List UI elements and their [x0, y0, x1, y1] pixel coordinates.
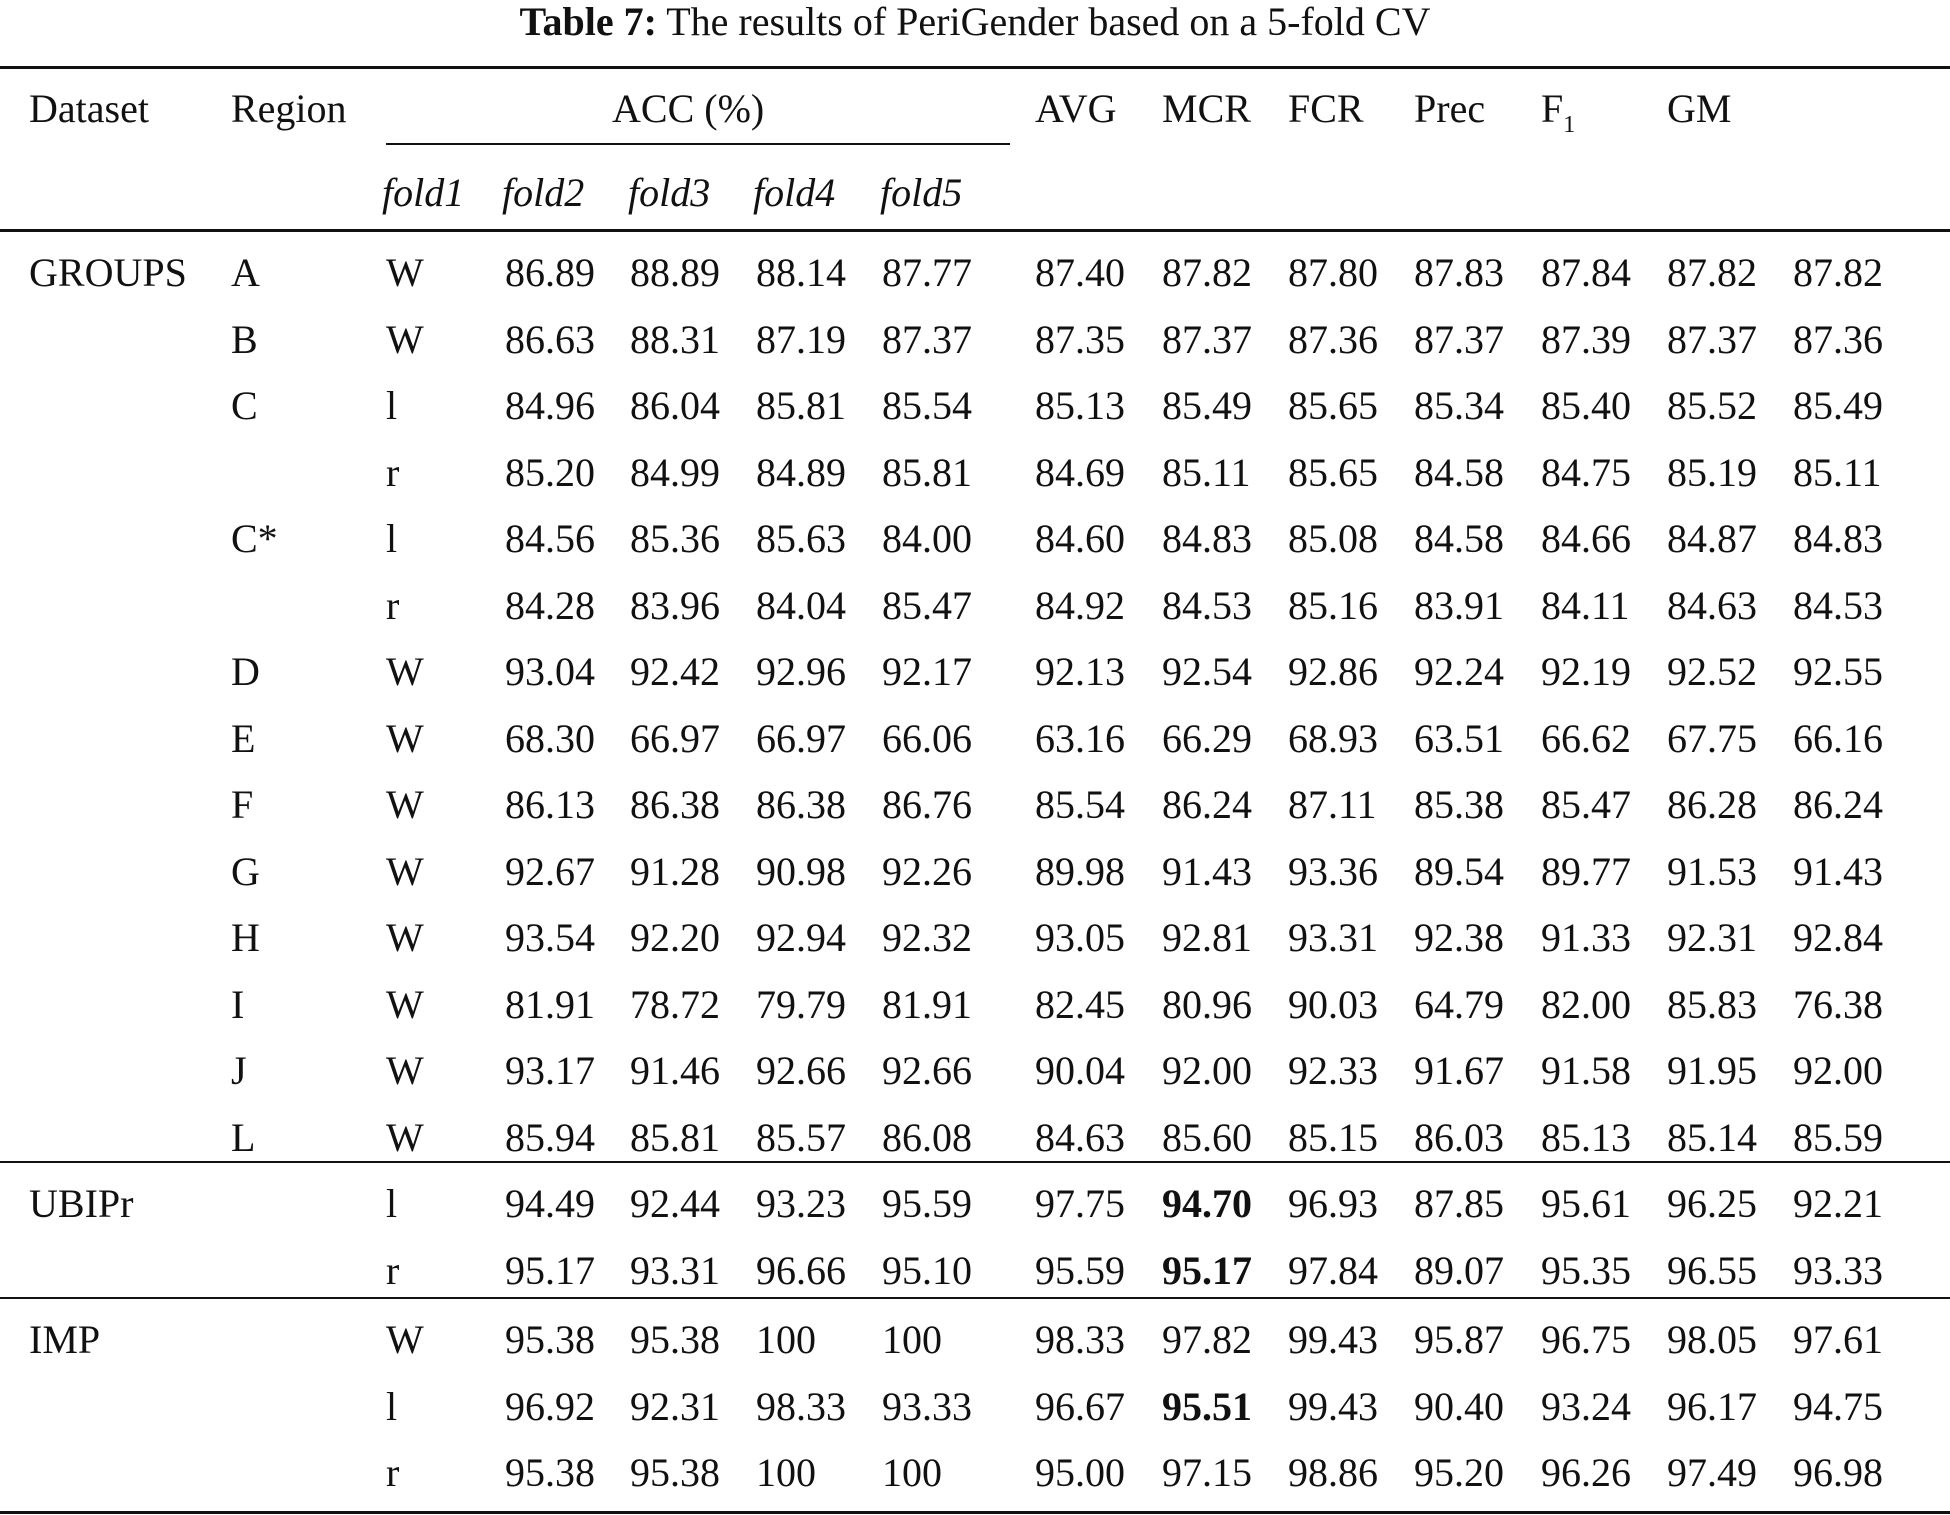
- cell-value: 95.38: [630, 1450, 720, 1495]
- cell-value: 87.36: [1288, 317, 1378, 362]
- cell-group: B: [231, 317, 258, 362]
- cell-value: 87.82: [1793, 250, 1883, 295]
- cell-value: 66.06: [882, 716, 972, 761]
- cell-group: A: [231, 250, 260, 295]
- cell-value: 95.10: [882, 1248, 972, 1293]
- cell-value: 97.61: [1793, 1317, 1883, 1362]
- cell-value: 94.49: [505, 1181, 595, 1226]
- cell-value: 96.66: [756, 1248, 846, 1293]
- cell-value: 92.66: [756, 1048, 846, 1093]
- header-fold4: fold4: [753, 170, 836, 215]
- cell-value: 95.38: [505, 1450, 595, 1495]
- cell-dataset: IMP: [29, 1317, 101, 1362]
- cell-value: 85.57: [756, 1115, 846, 1160]
- cell-value: 81.91: [505, 982, 595, 1027]
- header-acc: ACC (%): [612, 86, 765, 131]
- acc-header-underline: [386, 143, 1010, 145]
- cell-value: 63.51: [1414, 716, 1504, 761]
- cell-value: 83.91: [1414, 583, 1504, 628]
- cell-value: 87.77: [882, 250, 972, 295]
- cell-value: 92.42: [630, 649, 720, 694]
- cell-value: 85.60: [1162, 1115, 1252, 1160]
- cell-value: 92.54: [1162, 649, 1252, 694]
- cell-value: 95.61: [1541, 1181, 1631, 1226]
- cell-value: 92.67: [505, 849, 595, 894]
- cell-value: 96.93: [1288, 1181, 1378, 1226]
- cell-value: 97.15: [1162, 1450, 1252, 1495]
- cell-value: 95.35: [1541, 1248, 1631, 1293]
- cell-value: 95.00: [1035, 1450, 1125, 1495]
- cell-region: r: [386, 1450, 400, 1495]
- cell-value: 93.36: [1288, 849, 1378, 894]
- cell-group: C*: [231, 516, 278, 561]
- cell-value: 86.03: [1414, 1115, 1504, 1160]
- cell-value: 78.72: [630, 982, 720, 1027]
- cell-value: 82.45: [1035, 982, 1125, 1027]
- cell-value: 85.54: [1035, 782, 1125, 827]
- cell-value: 87.37: [882, 317, 972, 362]
- header-dataset: Dataset: [29, 86, 149, 131]
- cell-group: E: [231, 716, 256, 761]
- cell-value: 96.55: [1667, 1248, 1757, 1293]
- cell-value: 84.58: [1414, 450, 1504, 495]
- cell-value: 93.54: [505, 915, 595, 960]
- cell-value: 89.07: [1414, 1248, 1504, 1293]
- cell-value: 99.43: [1288, 1317, 1378, 1362]
- cell-value: 92.00: [1162, 1048, 1252, 1093]
- cell-value: 87.37: [1162, 317, 1252, 362]
- cell-value: 91.43: [1162, 849, 1252, 894]
- cell-value: 96.26: [1541, 1450, 1631, 1495]
- header-fold2: fold2: [502, 170, 585, 215]
- cell-value: 86.28: [1667, 782, 1757, 827]
- cell-value: 90.98: [756, 849, 846, 894]
- caption-label: Table 7:: [519, 0, 657, 44]
- cell-region: l: [386, 1384, 398, 1429]
- cell-value: 84.69: [1035, 450, 1125, 495]
- cell-value: 81.91: [882, 982, 972, 1027]
- cell-value: 85.47: [882, 583, 972, 628]
- cell-value: 89.98: [1035, 849, 1125, 894]
- cell-value: 98.86: [1288, 1450, 1378, 1495]
- cell-value: 97.84: [1288, 1248, 1378, 1293]
- cell-value: 85.16: [1288, 583, 1378, 628]
- cell-value: 89.77: [1541, 849, 1631, 894]
- cell-value: 92.17: [882, 649, 972, 694]
- cell-value: 84.66: [1541, 516, 1631, 561]
- cell-value: 86.04: [630, 383, 720, 428]
- cell-value: 93.23: [756, 1181, 846, 1226]
- header-prec: Prec: [1414, 86, 1486, 131]
- cell-value: 85.47: [1541, 782, 1631, 827]
- cell-value: 84.87: [1667, 516, 1757, 561]
- cell-value: 89.54: [1414, 849, 1504, 894]
- cell-value: 85.54: [882, 383, 972, 428]
- cell-value: 99.43: [1288, 1384, 1378, 1429]
- cell-region: r: [386, 450, 400, 495]
- cell-value: 98.05: [1667, 1317, 1757, 1362]
- caption-text: The results of PeriGender based on a 5-fold CV: [666, 0, 1431, 44]
- cell-value: 86.38: [756, 782, 846, 827]
- cell-value: 91.33: [1541, 915, 1631, 960]
- cell-value: 92.86: [1288, 649, 1378, 694]
- cell-value: 83.96: [630, 583, 720, 628]
- cell-value: 100: [756, 1450, 816, 1495]
- cell-value: 87.82: [1667, 250, 1757, 295]
- cell-value: 93.33: [1793, 1248, 1883, 1293]
- cell-value: 92.33: [1288, 1048, 1378, 1093]
- cell-value: 87.80: [1288, 250, 1378, 295]
- cell-value: 85.81: [630, 1115, 720, 1160]
- cell-group: H: [231, 915, 260, 960]
- header-f1-base: F: [1541, 86, 1564, 131]
- header-f1-subscript: 1: [1563, 112, 1576, 138]
- cell-value: 92.38: [1414, 915, 1504, 960]
- cell-value: 97.75: [1035, 1181, 1125, 1226]
- cell-value: 87.36: [1793, 317, 1883, 362]
- cell-value: 86.38: [630, 782, 720, 827]
- groups-bottom-rule: [0, 1161, 1950, 1163]
- cell-value: 92.84: [1793, 915, 1883, 960]
- cell-region: r: [386, 1248, 400, 1293]
- cell-value: 85.11: [1793, 450, 1882, 495]
- cell-value: 92.96: [756, 649, 846, 694]
- cell-value: 93.24: [1541, 1384, 1631, 1429]
- cell-value: 63.16: [1035, 716, 1125, 761]
- cell-value: 92.52: [1667, 649, 1757, 694]
- cell-value: 84.63: [1667, 583, 1757, 628]
- cell-value: 97.49: [1667, 1450, 1757, 1495]
- cell-region: l: [386, 516, 398, 561]
- cell-value: 91.46: [630, 1048, 720, 1093]
- cell-value: 93.31: [630, 1248, 720, 1293]
- cell-value: 82.00: [1541, 982, 1631, 1027]
- cell-value: 92.00: [1793, 1048, 1883, 1093]
- cell-value: 92.24: [1414, 649, 1504, 694]
- cell-value: 84.11: [1541, 583, 1630, 628]
- header-mcr: MCR: [1162, 86, 1251, 131]
- cell-value: 79.79: [756, 982, 846, 1027]
- cell-value: 84.56: [505, 516, 595, 561]
- cell-value: 84.60: [1035, 516, 1125, 561]
- cell-value: 66.16: [1793, 716, 1883, 761]
- table-caption: [0, 0, 1950, 44]
- cell-value: 87.40: [1035, 250, 1125, 295]
- cell-value: 85.65: [1288, 383, 1378, 428]
- cell-value: 92.55: [1793, 649, 1883, 694]
- cell-value: 86.89: [505, 250, 595, 295]
- cell-region: r: [386, 583, 400, 628]
- header-avg: AVG: [1035, 86, 1117, 131]
- cell-value: 87.83: [1414, 250, 1504, 295]
- cell-value: 86.24: [1162, 782, 1252, 827]
- cell-value: 85.94: [505, 1115, 595, 1160]
- cell-value: 90.40: [1414, 1384, 1504, 1429]
- cell-value: 87.85: [1414, 1181, 1504, 1226]
- ubipr-bottom-rule: [0, 1297, 1950, 1299]
- cell-value: 92.31: [630, 1384, 720, 1429]
- cell-value: 68.93: [1288, 716, 1378, 761]
- cell-value: 95.59: [882, 1181, 972, 1226]
- cell-value: 66.62: [1541, 716, 1631, 761]
- cell-value: 93.33: [882, 1384, 972, 1429]
- header-f1: [1541, 86, 1575, 138]
- cell-value: 85.11: [1162, 450, 1251, 495]
- cell-group: F: [231, 782, 254, 827]
- cell-value: 93.31: [1288, 915, 1378, 960]
- cell-value: 84.89: [756, 450, 846, 495]
- cell-region: W: [386, 716, 424, 761]
- cell-value: 76.38: [1793, 982, 1883, 1027]
- cell-value: 87.19: [756, 317, 846, 362]
- cell-value: 84.53: [1162, 583, 1252, 628]
- header-gm: GM: [1667, 86, 1732, 131]
- cell-value: 98.33: [1035, 1317, 1125, 1362]
- cell-value: 91.58: [1541, 1048, 1631, 1093]
- cell-value: 96.25: [1667, 1181, 1757, 1226]
- cell-value: 85.65: [1288, 450, 1378, 495]
- cell-value: 95.38: [630, 1317, 720, 1362]
- cell-region: W: [386, 1048, 424, 1093]
- cell-value: 92.19: [1541, 649, 1631, 694]
- cell-value: 96.67: [1035, 1384, 1125, 1429]
- cell-value: 84.28: [505, 583, 595, 628]
- header-fold3: fold3: [628, 170, 711, 215]
- cell-region: W: [386, 1115, 424, 1160]
- cell-value: 95.17: [505, 1248, 595, 1293]
- cell-value: 93.04: [505, 649, 595, 694]
- cell-value: 87.11: [1288, 782, 1377, 827]
- cell-region: W: [386, 1317, 424, 1362]
- cell-value: 85.59: [1793, 1115, 1883, 1160]
- cell-value: 91.43: [1793, 849, 1883, 894]
- cell-value: 84.00: [882, 516, 972, 561]
- cell-value: 88.89: [630, 250, 720, 295]
- header-bottom-rule: [0, 229, 1950, 232]
- cell-value: 95.51: [1162, 1384, 1252, 1429]
- cell-dataset: GROUPS: [29, 250, 187, 295]
- cell-value: 91.53: [1667, 849, 1757, 894]
- cell-value: 85.13: [1035, 383, 1125, 428]
- cell-region: W: [386, 982, 424, 1027]
- cell-value: 92.21: [1793, 1181, 1883, 1226]
- cell-value: 85.19: [1667, 450, 1757, 495]
- cell-value: 91.28: [630, 849, 720, 894]
- cell-value: 85.83: [1667, 982, 1757, 1027]
- bottom-rule: [0, 1511, 1950, 1514]
- cell-value: 66.29: [1162, 716, 1252, 761]
- cell-value: 66.97: [630, 716, 720, 761]
- cell-value: 95.87: [1414, 1317, 1504, 1362]
- cell-group: I: [231, 982, 245, 1027]
- cell-value: 68.30: [505, 716, 595, 761]
- cell-value: 87.37: [1414, 317, 1504, 362]
- cell-value: 85.81: [756, 383, 846, 428]
- header-fold5: fold5: [880, 170, 963, 215]
- cell-value: 84.99: [630, 450, 720, 495]
- cell-value: 85.15: [1288, 1115, 1378, 1160]
- cell-value: 85.40: [1541, 383, 1631, 428]
- cell-value: 85.49: [1793, 383, 1883, 428]
- cell-value: 85.08: [1288, 516, 1378, 561]
- cell-value: 80.96: [1162, 982, 1252, 1027]
- cell-value: 87.35: [1035, 317, 1125, 362]
- cell-value: 92.66: [882, 1048, 972, 1093]
- cell-dataset: UBIPr: [29, 1181, 134, 1226]
- cell-region: W: [386, 649, 424, 694]
- cell-region: W: [386, 250, 424, 295]
- cell-value: 95.38: [505, 1317, 595, 1362]
- cell-value: 95.59: [1035, 1248, 1125, 1293]
- top-rule: [0, 66, 1950, 69]
- cell-value: 84.58: [1414, 516, 1504, 561]
- cell-value: 90.04: [1035, 1048, 1125, 1093]
- cell-value: 100: [882, 1450, 942, 1495]
- cell-value: 91.67: [1414, 1048, 1504, 1093]
- cell-value: 87.84: [1541, 250, 1631, 295]
- cell-value: 86.08: [882, 1115, 972, 1160]
- cell-group: C: [231, 383, 258, 428]
- cell-value: 93.05: [1035, 915, 1125, 960]
- cell-value: 84.96: [505, 383, 595, 428]
- cell-value: 96.98: [1793, 1450, 1883, 1495]
- cell-value: 84.75: [1541, 450, 1631, 495]
- cell-value: 86.63: [505, 317, 595, 362]
- cell-value: 87.82: [1162, 250, 1252, 295]
- cell-region: W: [386, 915, 424, 960]
- cell-value: 85.38: [1414, 782, 1504, 827]
- cell-value: 92.94: [756, 915, 846, 960]
- cell-value: 92.44: [630, 1181, 720, 1226]
- cell-value: 93.17: [505, 1048, 595, 1093]
- cell-value: 86.76: [882, 782, 972, 827]
- cell-value: 85.52: [1667, 383, 1757, 428]
- cell-value: 84.53: [1793, 583, 1883, 628]
- cell-value: 91.95: [1667, 1048, 1757, 1093]
- cell-value: 92.13: [1035, 649, 1125, 694]
- cell-value: 85.13: [1541, 1115, 1631, 1160]
- cell-value: 88.14: [756, 250, 846, 295]
- cell-value: 95.20: [1414, 1450, 1504, 1495]
- cell-value: 85.36: [630, 516, 720, 561]
- cell-group: L: [231, 1115, 256, 1160]
- cell-region: l: [386, 1181, 398, 1226]
- header-fold1: fold1: [382, 170, 465, 215]
- cell-value: 84.83: [1162, 516, 1252, 561]
- cell-value: 85.20: [505, 450, 595, 495]
- cell-value: 92.26: [882, 849, 972, 894]
- cell-value: 92.32: [882, 915, 972, 960]
- cell-region: l: [386, 383, 398, 428]
- cell-value: 90.03: [1288, 982, 1378, 1027]
- cell-value: 100: [882, 1317, 942, 1362]
- cell-value: 96.92: [505, 1384, 595, 1429]
- cell-group: D: [231, 649, 260, 694]
- cell-value: 94.70: [1162, 1181, 1252, 1226]
- cell-value: 88.31: [630, 317, 720, 362]
- cell-value: 94.75: [1793, 1384, 1883, 1429]
- cell-value: 64.79: [1414, 982, 1504, 1027]
- header-fcr: FCR: [1288, 86, 1364, 131]
- cell-value: 92.81: [1162, 915, 1252, 960]
- cell-region: W: [386, 782, 424, 827]
- cell-value: 98.33: [756, 1384, 846, 1429]
- cell-value: 86.24: [1793, 782, 1883, 827]
- cell-value: 84.63: [1035, 1115, 1125, 1160]
- cell-value: 85.63: [756, 516, 846, 561]
- cell-value: 85.14: [1667, 1115, 1757, 1160]
- cell-value: 97.82: [1162, 1317, 1252, 1362]
- cell-value: 66.97: [756, 716, 846, 761]
- cell-value: 87.39: [1541, 317, 1631, 362]
- cell-value: 100: [756, 1317, 816, 1362]
- cell-region: W: [386, 317, 424, 362]
- cell-value: 85.49: [1162, 383, 1252, 428]
- header-region: Region: [231, 86, 347, 131]
- cell-value: 84.04: [756, 583, 846, 628]
- cell-group: G: [231, 849, 260, 894]
- cell-value: 86.13: [505, 782, 595, 827]
- cell-value: 92.20: [630, 915, 720, 960]
- cell-value: 67.75: [1667, 716, 1757, 761]
- cell-value: 92.31: [1667, 915, 1757, 960]
- cell-value: 96.17: [1667, 1384, 1757, 1429]
- cell-region: W: [386, 849, 424, 894]
- cell-value: 85.34: [1414, 383, 1504, 428]
- cell-group: J: [231, 1048, 247, 1093]
- cell-value: 84.83: [1793, 516, 1883, 561]
- cell-value: 95.17: [1162, 1248, 1252, 1293]
- cell-value: 96.75: [1541, 1317, 1631, 1362]
- cell-value: 85.81: [882, 450, 972, 495]
- cell-value: 84.92: [1035, 583, 1125, 628]
- cell-value: 87.37: [1667, 317, 1757, 362]
